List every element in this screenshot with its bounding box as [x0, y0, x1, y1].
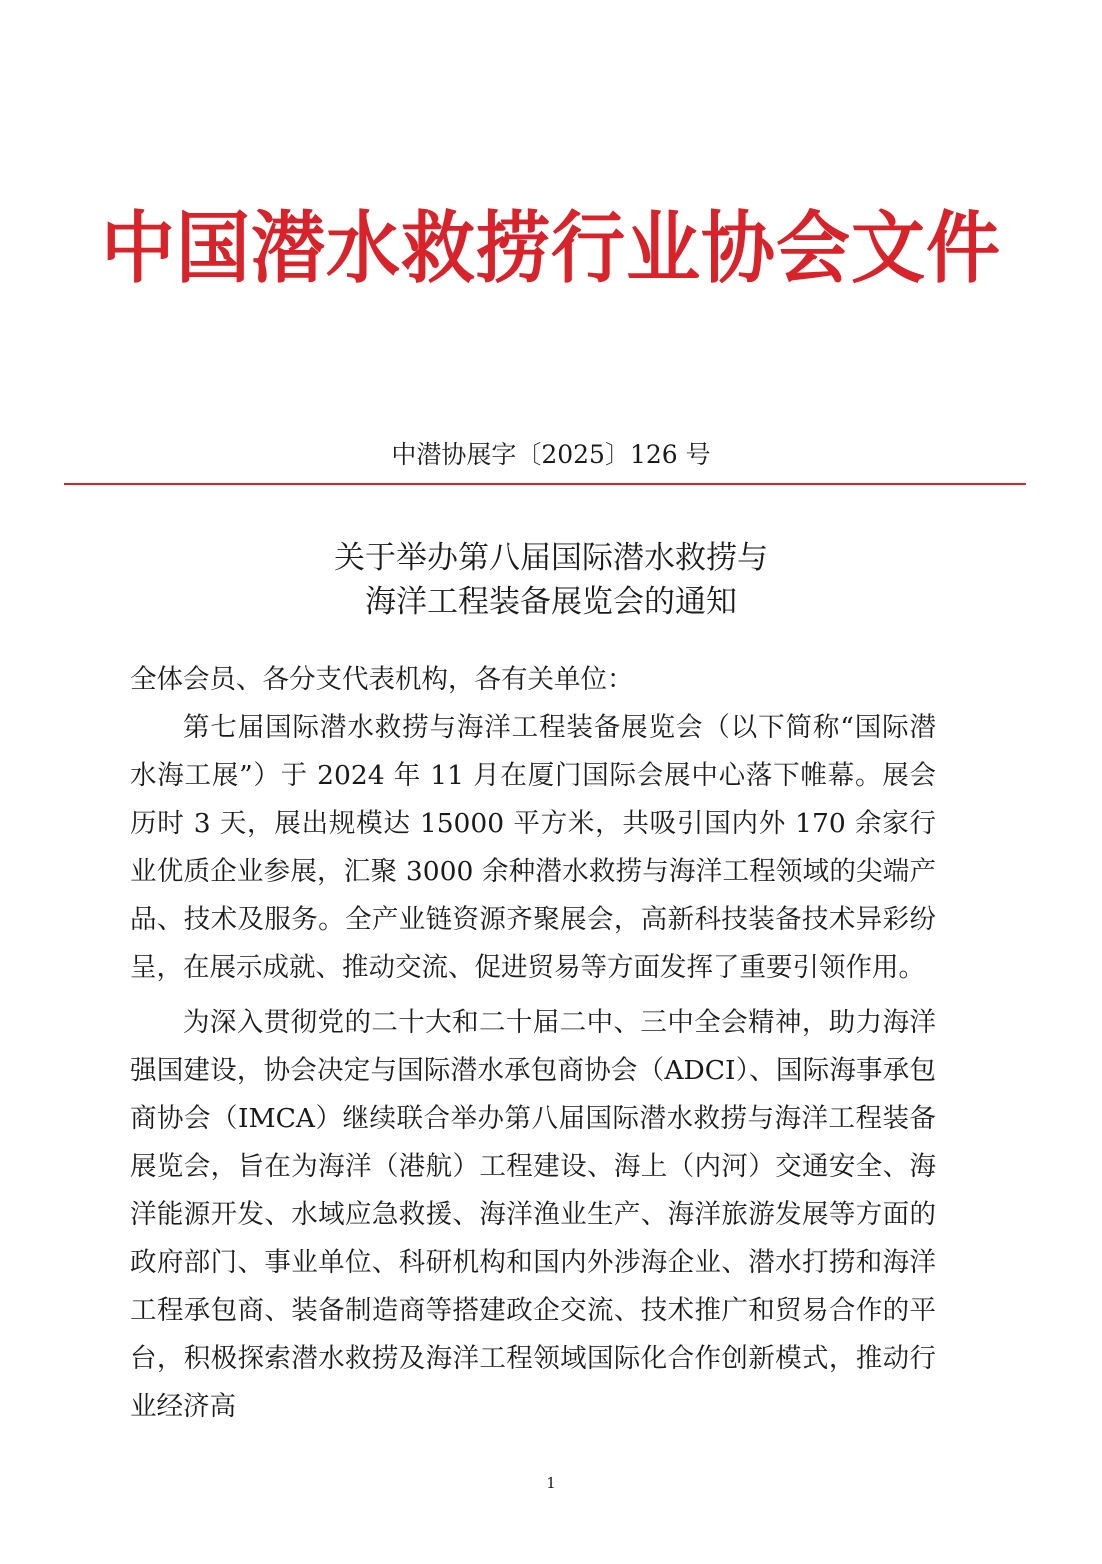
body-paragraph-1: 第七届国际潜水救捞与海洋工程装备展览会（以下简称“国际潜水海工展”）于 2024 年 11 月在厦门国际会展中心落下帷幕。展会历时 3 天，展出规模达 15000 平方米，共吸引国内外 170 余家行业优质企业参展，汇聚 3000 余种潜水救捞与海洋工程领域的尖端产品、技术及服务。全产业链资源齐聚展会，高新科技装备技术异彩纷呈，在展示成就、推动交流、促进贸易等方面发挥了重要引领作用。: [130, 712, 936, 983]
header-divider: [64, 483, 1026, 485]
body-paragraph-2: 为深入贯彻党的二十大和二十届二中、三中全会精神，助力海洋强国建设，协会决定与国际潜水承包商协会（ADCI）、国际海事承包商协会（IMCA）继续联合举办第八届国际潜水救捞与海洋工程装备展览会，旨在为海洋（港航）工程建设、海上（内河）交通安全、海洋能源开发、水域应急救援、海洋渔业生产、海洋旅游发展等方面的政府部门、事业单位、科研机构和国内外涉海企业、潜水打捞和海洋工程承包商、装备制造商等搭建政企交流、技术推广和贸易合作的平台，积极探索潜水救捞及海洋工程领域国际化合作创新模式，推动行业经济高: [130, 1007, 936, 1422]
salutation: 全体会员、各分支代表机构，各有关单位：: [130, 664, 634, 695]
notice-title-line-2: 海洋工程装备展览会的通知: [365, 584, 737, 620]
notice-title: [0, 536, 1102, 624]
page-number: 1: [546, 1474, 556, 1492]
notice-title-line-1: 关于举办第八届国际潜水救捞与: [334, 540, 768, 576]
document-number: 中潜协展字〔2025〕126 号: [391, 440, 711, 469]
notice-body: [130, 656, 936, 1431]
document-header-title: 中国潜水救捞行业协会文件: [101, 203, 1001, 295]
